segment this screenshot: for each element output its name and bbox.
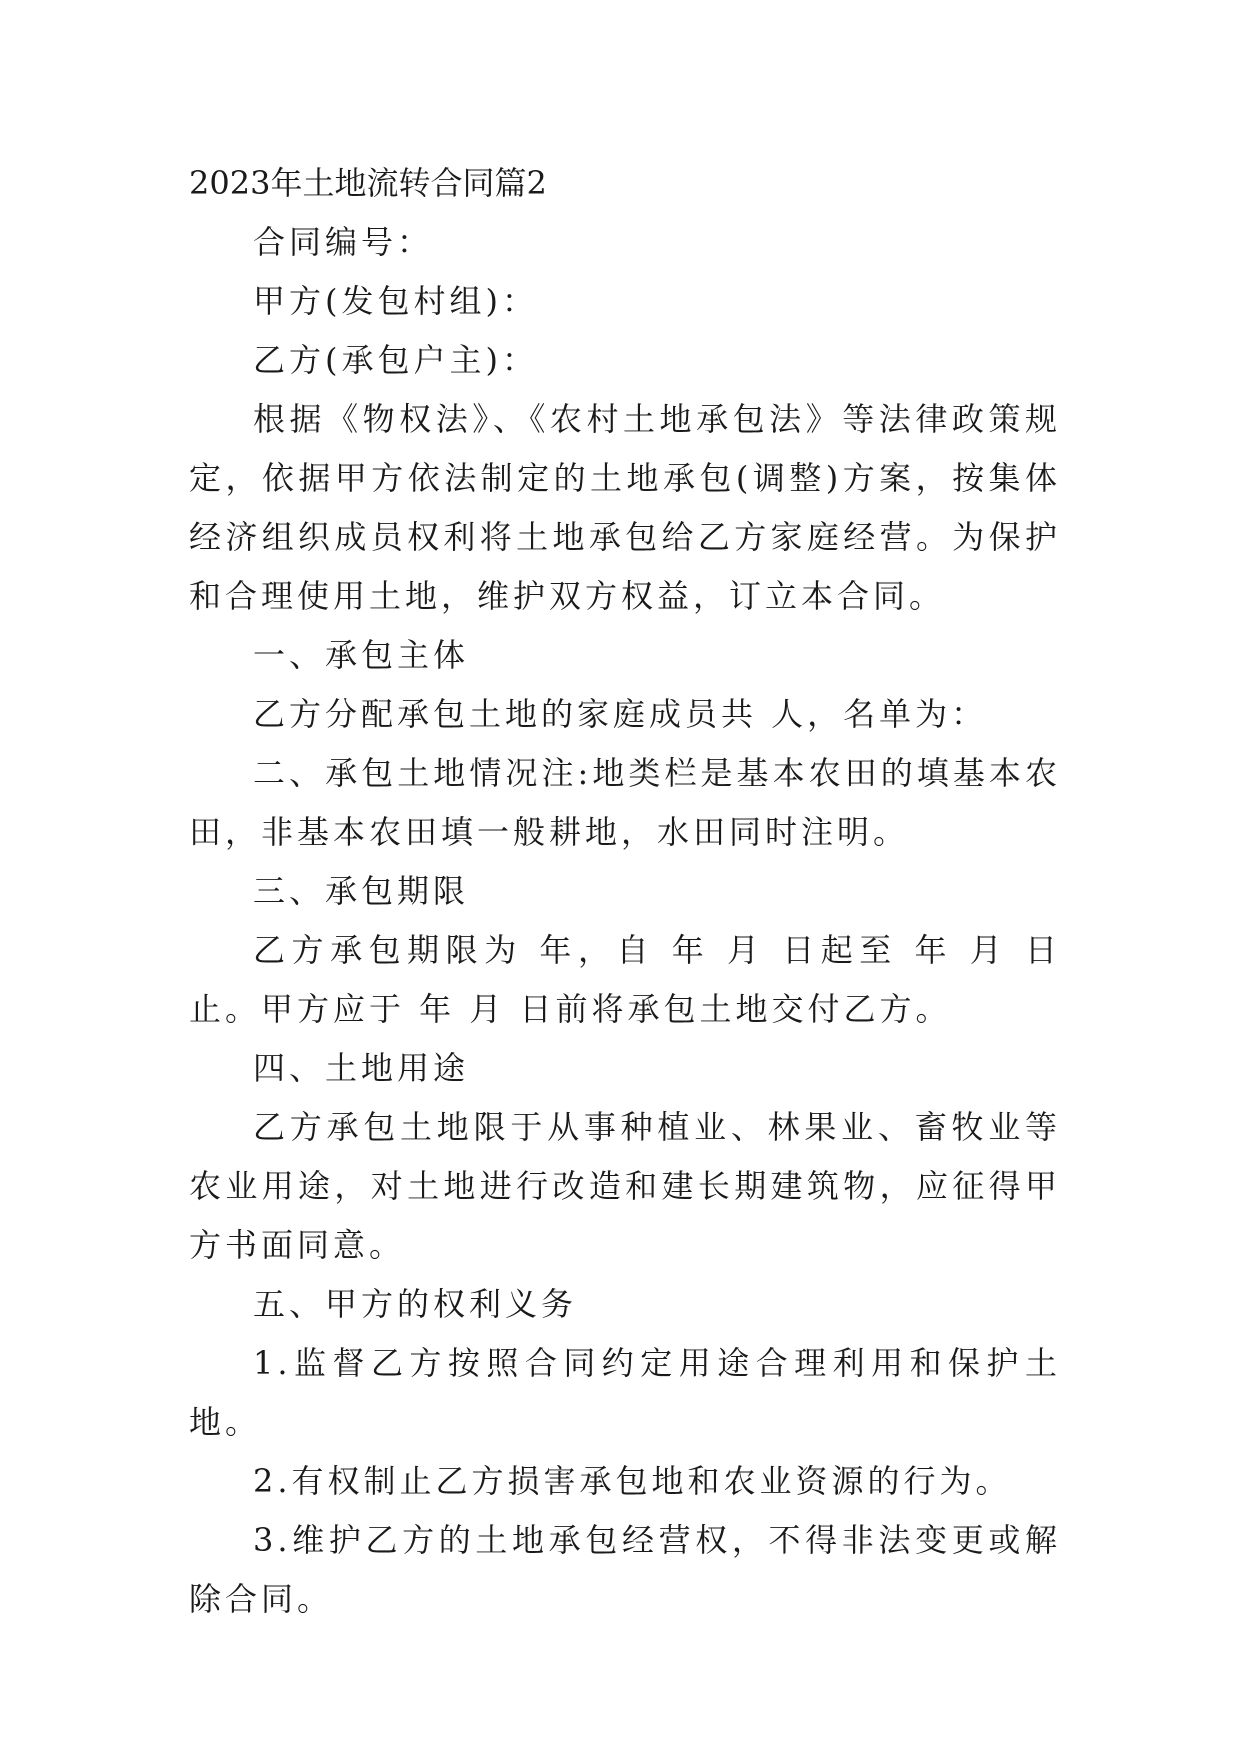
party-b-line: 乙方(承包户主)： (253, 341, 538, 379)
section-heading-4: 四、土地用途 (253, 1049, 470, 1087)
section-heading-1: 一、承包主体 (253, 636, 470, 674)
document-title: 2023年土地流转合同篇2 (189, 164, 547, 202)
contract-number-line: 合同编号： (253, 223, 434, 261)
section-4-paragraph: 乙方承包土地限于从事种植业、林果业、畜牧业等农业用途，对土地进行改造和建长期建筑物，应征得甲方书面同意。 (189, 1108, 1061, 1264)
list-item: 1.监督乙方按照合同约定用途合理利用和保护土地。 (189, 1344, 1061, 1441)
party-a-line: 甲方(发包村组)： (253, 282, 538, 320)
section-2-paragraph: 二、承包土地情况注:地类栏是基本农田的填基本农田，非基本农田填一般耕地，水田同时注明。 (189, 754, 1061, 851)
section-1-paragraph: 乙方分配承包土地的家庭成员共 人，名单为： (253, 695, 988, 733)
list-item: 2.有权制止乙方损害承包地和农业资源的行为。 (253, 1462, 1012, 1500)
section-heading-5: 五、甲方的权利义务 (253, 1285, 578, 1323)
list-item: 3.维护乙方的土地承包经营权，不得非法变更或解除合同。 (189, 1521, 1061, 1618)
section-heading-3: 三、承包期限 (253, 872, 470, 910)
preamble-paragraph: 根据《物权法》、《农村土地承包法》等法律政策规定，依据甲方依法制定的土地承包(调整)方案，按集体经济组织成员权利将土地承包给乙方家庭经营。为保护和合理使用土地，维护双方权益，订立本合同。 (189, 400, 1061, 615)
document-body (189, 154, 1061, 1629)
section-3-paragraph: 乙方承包期限为 年，自 年 月 日起至 年 月 日止。甲方应于 年 月 日前将承包土地交付乙方。 (189, 931, 1061, 1028)
